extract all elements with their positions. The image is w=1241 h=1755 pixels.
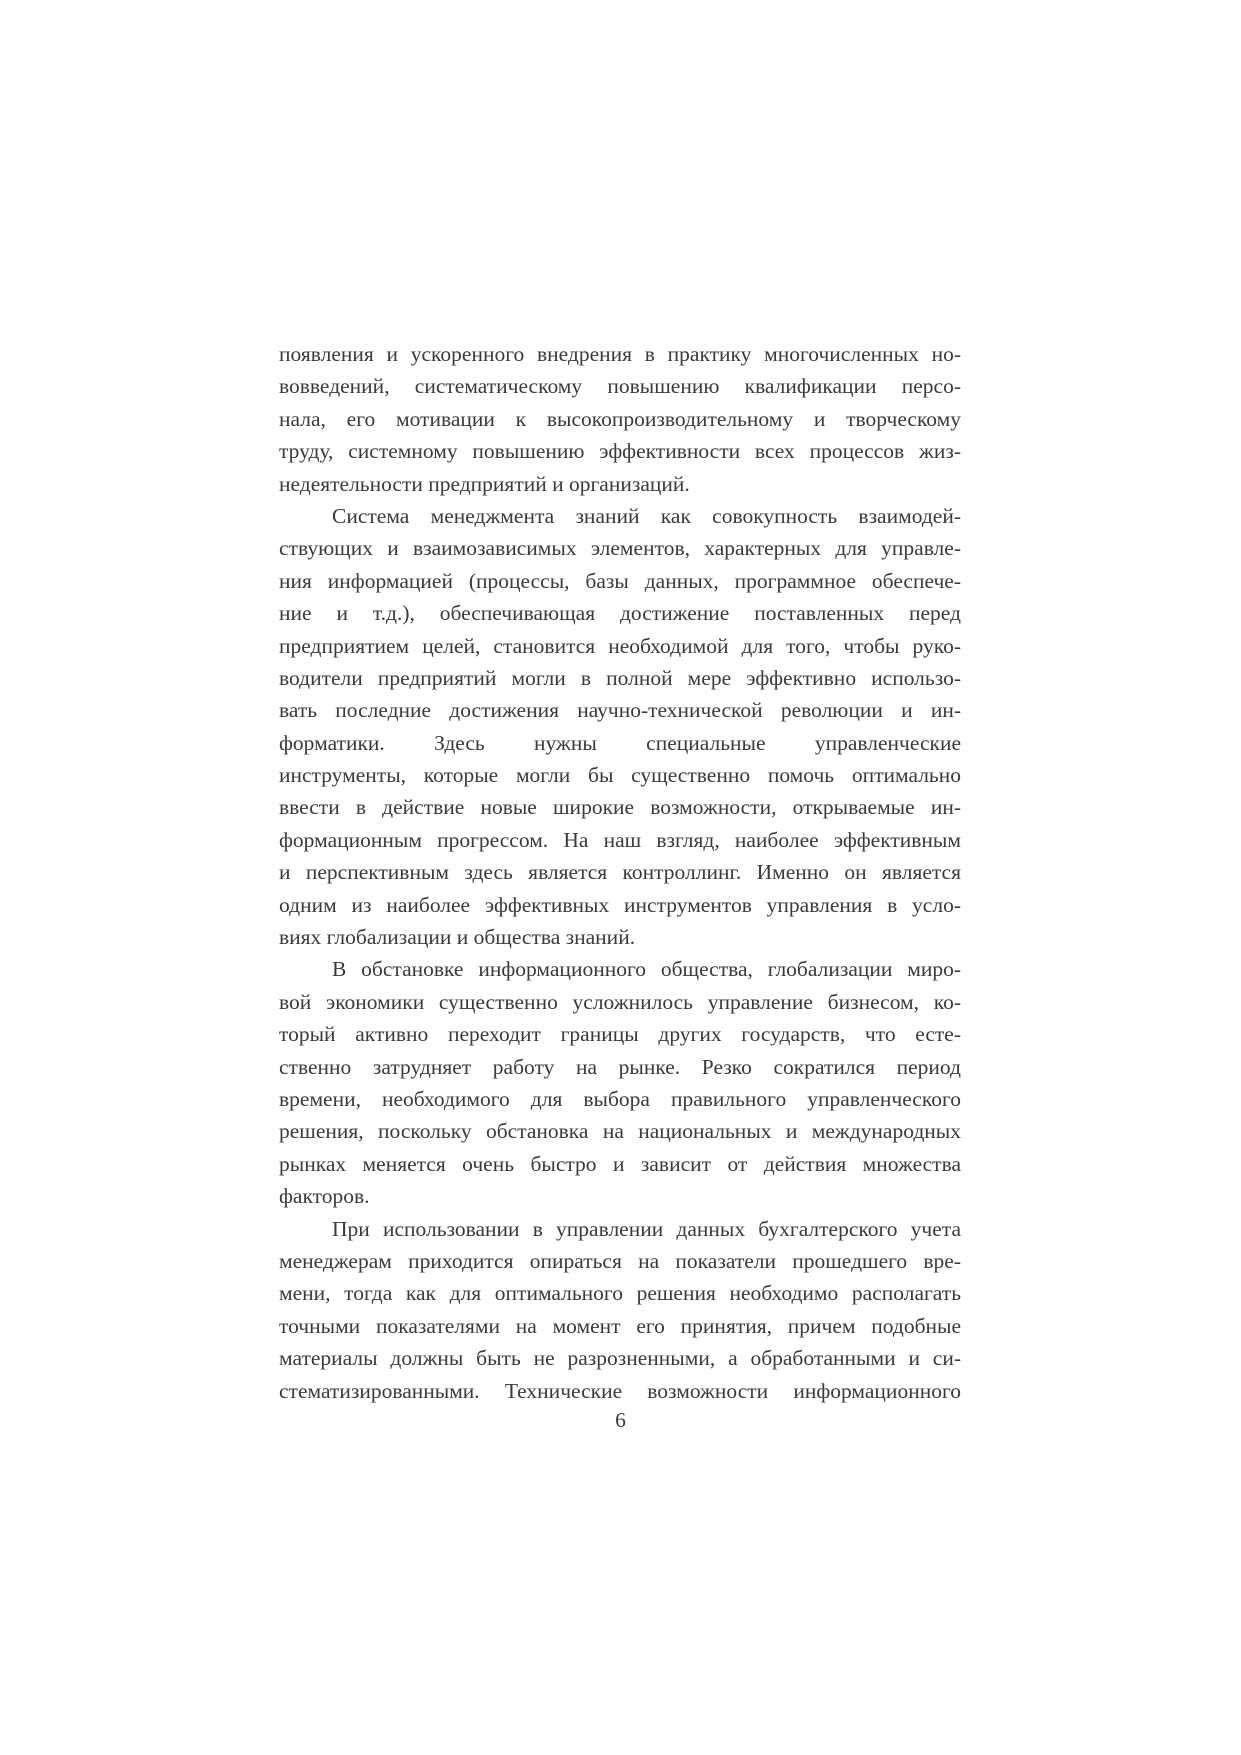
- text-line: точными показателями на момент его принятия, причем подобные: [279, 1313, 961, 1338]
- text-line: рынках меняется очень быстро и зависит от действия множества: [279, 1151, 961, 1176]
- text-line: водители предприятий могли в полной мере эффективно использо-: [279, 665, 961, 690]
- text-line: ния информацией (процессы, базы данных, программное обеспече-: [279, 568, 961, 593]
- text-line: стематизированными. Технические возможности информационного: [279, 1378, 961, 1403]
- text-line: материалы должны быть не разрозненными, а обработанными и си-: [279, 1346, 961, 1371]
- text-line: В обстановке информационного общества, глобализации миро-: [332, 957, 961, 982]
- text-line: инструменты, которые могли бы существенно помочь оптимально: [279, 763, 961, 788]
- text-line: решения, поскольку обстановка на национальных и международных: [279, 1119, 961, 1144]
- text-line: Система менеджмента знаний как совокупность взаимодей-: [332, 503, 961, 528]
- text-line: ввести в действие новые широкие возможности, открываемые ин-: [279, 795, 961, 820]
- text-line: вой экономики существенно усложнилось управление бизнесом, ко-: [279, 989, 961, 1014]
- text-line: формационным прогрессом. На наш взгляд, наиболее эффективным: [279, 827, 961, 852]
- body-text: [279, 338, 961, 1407]
- text-line: предприятием целей, становится необходимой для того, чтобы руко-: [279, 633, 961, 658]
- page-number: 6: [615, 1408, 626, 1432]
- text-line: появления и ускоренного внедрения в практику многочисленных но-: [279, 342, 961, 366]
- text-line: ствующих и взаимозависимых элементов, характерных для управле-: [279, 536, 961, 561]
- text-line: мени, тогда как для оптимального решения необходимо располагать: [279, 1281, 961, 1306]
- text-line: менеджерам приходится опираться на показатели прошедшего вре-: [279, 1248, 961, 1273]
- text-line: вовведений, систематическому повышению квалификации персо-: [279, 374, 961, 399]
- paragraph-2: [279, 500, 961, 953]
- text-line: виях глобализации и общества знаний.: [279, 925, 636, 950]
- text-line: ние и т.д.), обеспечивающая достижение поставленных перед: [279, 601, 961, 626]
- paragraph-1: [279, 338, 961, 500]
- paragraph-4: [279, 1213, 961, 1407]
- text-line: факторов.: [279, 1184, 370, 1209]
- paragraph-3: [279, 953, 961, 1212]
- text-line: труду, системному повышению эффективности всех процессов жиз-: [279, 439, 961, 464]
- text-line: торый активно переходит границы других государств, что есте-: [279, 1022, 961, 1047]
- text-line: форматики. Здесь нужны специальные управленческие: [279, 730, 961, 755]
- text-line: одним из наиболее эффективных инструментов управления в усло-: [279, 892, 961, 917]
- text-line: нала, его мотивации к высокопроизводительному и творческому: [279, 406, 961, 431]
- text-line: времени, необходимого для выбора правильного управленческого: [279, 1086, 961, 1111]
- text-line: ственно затрудняет работу на рынке. Резко сократился период: [279, 1054, 961, 1079]
- text-line: При использовании в управлении данных бухгалтерского учета: [332, 1216, 961, 1241]
- text-line: вать последние достижения научно-технической революции и ин-: [279, 698, 961, 723]
- text-line: недеятельности предприятий и организаций.: [279, 471, 690, 496]
- text-line: и перспективным здесь является контроллинг. Именно он является: [279, 860, 961, 885]
